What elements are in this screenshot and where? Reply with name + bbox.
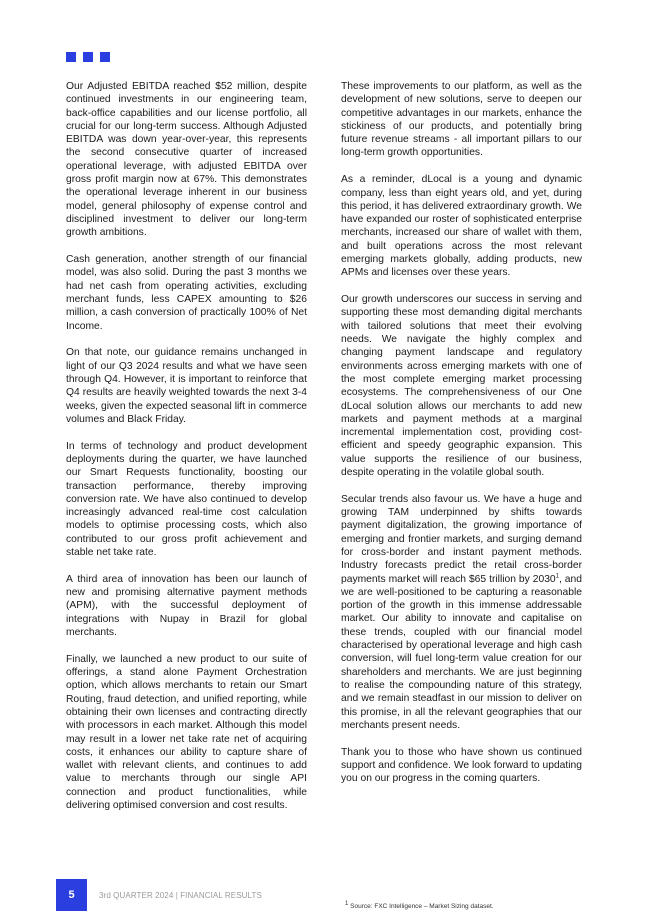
paragraph: Our growth underscores our success in serving and supporting these most demanding digital merchants with tailored solutions that meet their evolving needs. We navigate the highly complex and changing payment landscape and regulatory environments across emerging markets with one of the most complete emerging market processing ecosystems. The comprehensiveness of our One dLocal solution allows our merchants to add new markets and payment methods at a marginal incremental implementation cost, providing cost-efficient and speedy geographic expansion. This value supports the resilience of our business, despite operating in the volatile global south. <box>341 294 582 479</box>
paragraph: Finally, we launched a new product to our suite of offerings, a stand alone Payment Orchestration option, which allows merchants to retain our Smart Routing, fraud detection, and unified reporting, while obtaining their own licenses and contracting directly with processors in each market. Although this model may result in a lower net take rate net of acquiring costs, it enhances our ability to capture share of wallet with relevant clients, and continues to add value to merchants through our single API connection and product functionalities, while delivering optimised conversion and cost results. <box>66 653 307 812</box>
square-icon <box>100 52 110 62</box>
left-column <box>66 80 307 812</box>
paragraph: Thank you to those who have shown us continued support and confidence. We look forward to updating you on our progress in the coming quarters. <box>341 746 582 785</box>
page-number-badge <box>56 879 87 911</box>
paragraph: Our Adjusted EBITDA reached $52 million, despite continued investments in our engineering team, back-office capabilities and our license portfolio, all crucial for our long-term success. Although Adjusted EBITDA was down year-over-year, this represents the second consecutive quarter of increased operational leverage, with adjusted EBITDA over gross profit margin now at 67%. This demonstrates the operational leverage inherent in our business model, general philosophy of expense control and disciplined investment to deliver our long-term growth ambitions. <box>66 81 307 239</box>
footnote-text: Source: FXC Intelligence – Market Sizing dataset. <box>348 903 494 910</box>
page-number: 5 <box>68 889 75 901</box>
right-column <box>341 80 582 786</box>
footer-title: 3rd QUARTER 2024 | FINANCIAL RESULTS <box>99 891 262 900</box>
paragraph: Cash generation, another strength of our financial model, was also solid. During the past 3 months we had net cash from operating activities, excluding merchant funds, less CAPEX amounting to $26 million, a cash conversion of practically 100% of Net Income. <box>66 254 307 332</box>
footnote-marker: 1 <box>345 900 349 907</box>
paragraph: As a reminder, dLocal is a young and dynamic company, less than eight years old, and yet, during this period, it has delivered extraordinary growth. We have expanded our roster of sophisticated enterprise merchants, increased our share of wallet with them, and built operations across the most relevant emerging markets globally, adding products, new APMs and licenses over these years. <box>341 174 582 279</box>
paragraph: A third area of innovation has been our launch of new and promising alternative payment methods (APM), with the successful deployment of integrations with Nupay in Brazil for global merchants. <box>66 573 307 638</box>
paragraph: These improvements to our platform, as well as the development of new solutions, serve to deepen our competitive advantages in our markets, enhance the stickiness of our products, and potentially bring future revenue streams - all important pillars to our long-term growth opportunities. <box>341 81 582 159</box>
paragraph-text: Secular trends also favour us. We have a huge and growing TAM underpinned by shifts towards payment digitalization, the growing importance of emerging and frontier markets, and surging demand for cross-border and instant payment methods. Industry forecasts predict the retail cross-border payments market will reach $65 trillion by 2030 <box>341 493 582 585</box>
square-icon <box>66 52 76 62</box>
header-squares-decoration <box>66 52 110 62</box>
square-icon <box>83 52 93 62</box>
footnote <box>345 900 494 910</box>
paragraph-with-footnote <box>341 493 582 732</box>
paragraph: On that note, our guidance remains unchanged in light of our Q3 2024 results and what we have seen through Q4. However, it is important to reinforce that Q4 results are heavily weighted towards the next 3-4 weeks, given the expected seasonal lift in commerce volumes and Black Friday. <box>66 347 307 425</box>
paragraph: In terms of technology and product development deployments during the quarter, we have launched our Smart Requests functionality, boosting our transaction performance, thereby improving conversion rate. We have also continued to develop increasingly advanced real-time cost calculation models to optimise processing costs, which also contributed to our gross profit achievement and stable net take rate. <box>66 440 307 558</box>
footnote-reference: 1 <box>555 573 559 580</box>
paragraph-text: , and we are well-positioned to be capturing a reasonable portion of the growth in this immense addressable market. Our ability to innovate and capitalise on these trends, coupled with our financial model characterised by operational leverage and high cash conversion, will fuel long-term value creation for our shareholders and merchants. We are just beginning to realise the compounding nature of this strategy, and we remain steadfast in our mission to deliver on this promise, in all the relevant geographies that our merchants present needs. <box>341 573 582 731</box>
